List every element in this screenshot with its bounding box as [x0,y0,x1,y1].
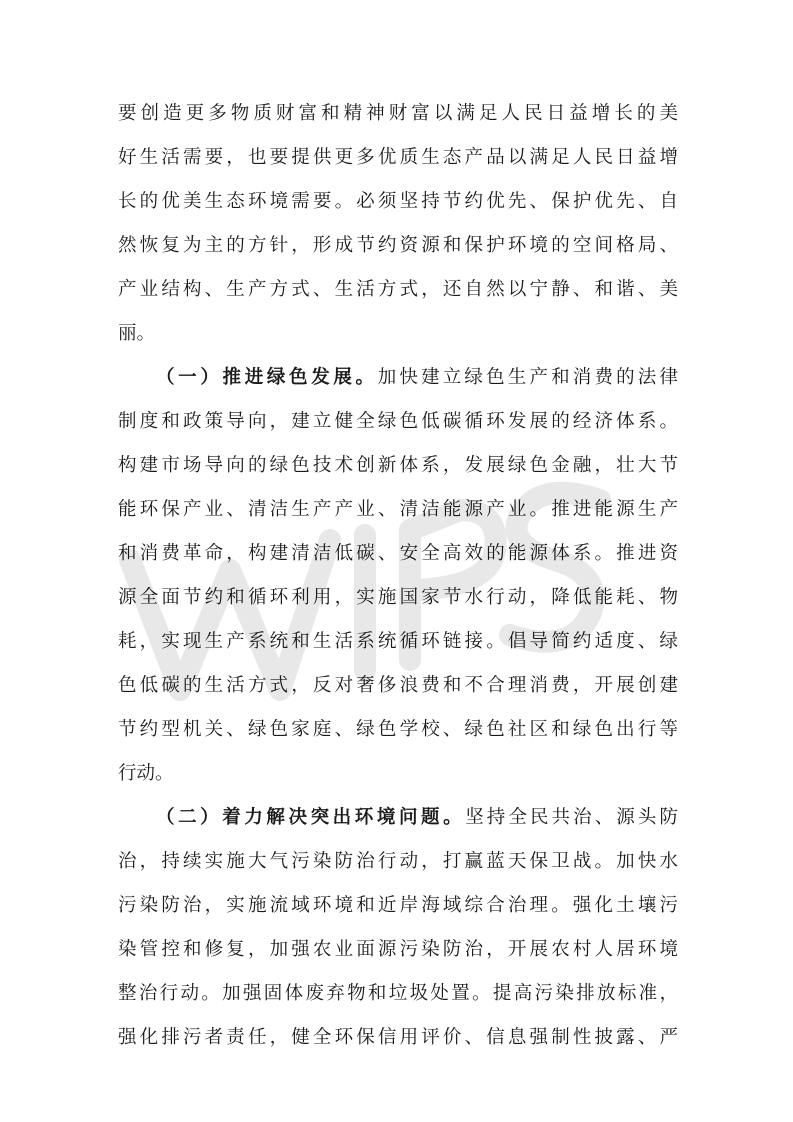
section-first-line [118,356,678,400]
section-first-line-text: 加快建立绿色生产和消费的法律 [377,367,678,388]
text-line: 构建市场导向的绿色技术创新体系，发展绿色金融，壮大节 [118,455,678,476]
text-line: 治，持续实施大气污染防治行动，打赢蓝天保卫战。加快水 [118,851,678,872]
paragraph-section-1 [118,356,678,796]
text-line: 好生活需要，也要提供更多优质生态产品以满足人民日益增 [118,147,678,168]
text-line: 色低碳的生活方式，反对奢侈浪费和不合理消费，开展创建 [118,675,678,696]
text-line: 要创造更多物质财富和精神财富以满足人民日益增长的美 [118,103,678,124]
body-text [118,92,678,1060]
section-heading: （一）推进绿色发展。 [156,367,378,388]
text-line: 和消费革命，构建清洁低碳、安全高效的能源体系。推进资 [118,543,678,564]
paragraph-section-2 [118,796,678,1060]
text-line: 节约型机关、绿色家庭、绿色学校、绿色社区和绿色出行等 [118,719,678,740]
text-line: 丽。 [118,323,156,344]
text-line: 行动。 [118,763,174,784]
text-line: 制度和政策导向，建立健全绿色低碳循环发展的经济体系。 [118,411,678,432]
text-line: 耗，实现生产系统和生活系统循环链接。倡导简约适度、绿 [118,631,678,652]
paragraph-intro [118,92,678,356]
text-line: 整治行动。加强固体废弃物和垃圾处置。提高污染排放标准， [118,983,678,1004]
section-heading: （二）着力解决突出环境问题。 [156,807,466,828]
text-line: 强化排污者责任，健全环保信用评价、信息强制性披露、严 [118,1027,678,1048]
text-line: 染管控和修复，加强农业面源污染防治，开展农村人居环境 [118,939,678,960]
text-line: 然恢复为主的方针，形成节约资源和保护环境的空间格局、 [118,235,678,256]
text-line: 污染防治，实施流域环境和近岸海域综合治理。强化土壤污 [118,895,678,916]
section-first-line [118,796,678,840]
text-line: 产业结构、生产方式、生活方式，还自然以宁静、和谐、美 [118,279,678,300]
text-line: 能环保产业、清洁生产产业、清洁能源产业。推进能源生产 [118,499,678,520]
text-line: 长的优美生态环境需要。必须坚持节约优先、保护优先、自 [118,191,678,212]
text-line: 源全面节约和循环利用，实施国家节水行动，降低能耗、物 [118,587,678,608]
section-first-line-text: 坚持全民共治、源头防 [465,807,678,828]
